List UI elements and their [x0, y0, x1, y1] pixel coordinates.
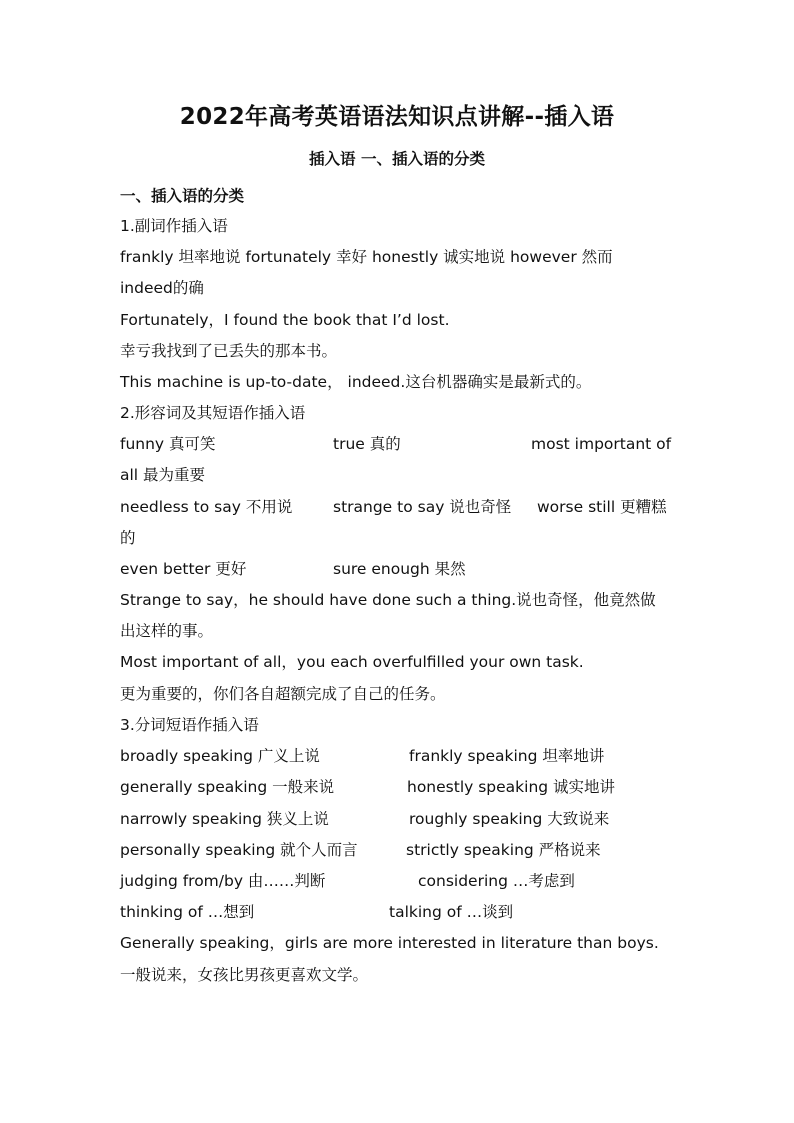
part2-row2-cont: 的	[120, 529, 136, 547]
part3-row2-col2: honestly speaking 诚实地讲	[407, 778, 616, 796]
part2-row1-cont: all 最为重要	[120, 466, 206, 484]
section-heading: 一、插入语的分类	[120, 187, 245, 205]
part1-adverb-list: frankly 坦率地说 fortunately 幸好 honestly 诚实地说 however 然而	[120, 248, 613, 266]
part3-heading: 3.分词短语作插入语	[120, 716, 259, 734]
part2-example1-line1: Strange to say，he should have done such a thing.说也奇怪，他竟然做	[120, 591, 656, 609]
part3-row3-col2: roughly speaking 大致说来	[409, 810, 610, 828]
part2-row2-col3: worse still 更糟糕	[537, 498, 667, 516]
part2-example2-en: Most important of all，you each overfulfilled your own task.	[120, 653, 584, 671]
part2-example2-zh: 更为重要的，你们各自超额完成了自己的任务。	[120, 685, 446, 703]
part2-example1-line2: 出这样的事。	[120, 622, 214, 640]
part3-row1-col2: frankly speaking 坦率地讲	[409, 747, 605, 765]
part2-heading: 2.形容词及其短语作插入语	[120, 404, 306, 422]
part3-row4-col2: strictly speaking 严格说来	[406, 841, 601, 859]
document-subtitle: 插入语 一、插入语的分类	[309, 150, 485, 168]
part3-row4-col1: personally speaking 就个人而言	[120, 841, 358, 859]
part2-row1-col2: true 真的	[333, 435, 401, 453]
part3-example-en: Generally speaking，girls are more interested in literature than boys.	[120, 934, 659, 952]
part1-heading: 1.副词作插入语	[120, 217, 228, 235]
part2-row3-col2: sure enough 果然	[333, 560, 466, 578]
part3-row6-col1: thinking of …想到	[120, 903, 255, 921]
part2-row3-col1: even better 更好	[120, 560, 247, 578]
part2-row2-col1: needless to say 不用说	[120, 498, 293, 516]
part3-row3-col1: narrowly speaking 狭义上说	[120, 810, 329, 828]
part2-row2-col2: strange to say 说也奇怪	[333, 498, 512, 516]
part1-example-zh: 幸亏我找到了已丢失的那本书。	[120, 342, 338, 360]
part1-example-en: Fortunately，I found the book that I’d lost.	[120, 311, 450, 329]
part3-row6-col2: talking of …谈到	[389, 903, 514, 921]
part3-row2-col1: generally speaking 一般来说	[120, 778, 335, 796]
part3-row5-col1: judging from/by 由……判断	[120, 872, 326, 890]
document-title: 2022年高考英语语法知识点讲解--插入语	[179, 104, 615, 130]
part2-row1-col1: funny 真可笑	[120, 435, 216, 453]
part3-row1-col1: broadly speaking 广义上说	[120, 747, 320, 765]
part3-example-zh: 一般说来，女孩比男孩更喜欢文学。	[120, 966, 369, 984]
part2-row1-col3: most important of	[531, 435, 672, 453]
part1-example2: This machine is up-to-date， indeed.这台机器确实是最新式的。	[120, 373, 592, 391]
part3-row5-col2: considering …考虑到	[418, 872, 575, 890]
part1-adverb-list-cont: indeed的确	[120, 279, 204, 297]
